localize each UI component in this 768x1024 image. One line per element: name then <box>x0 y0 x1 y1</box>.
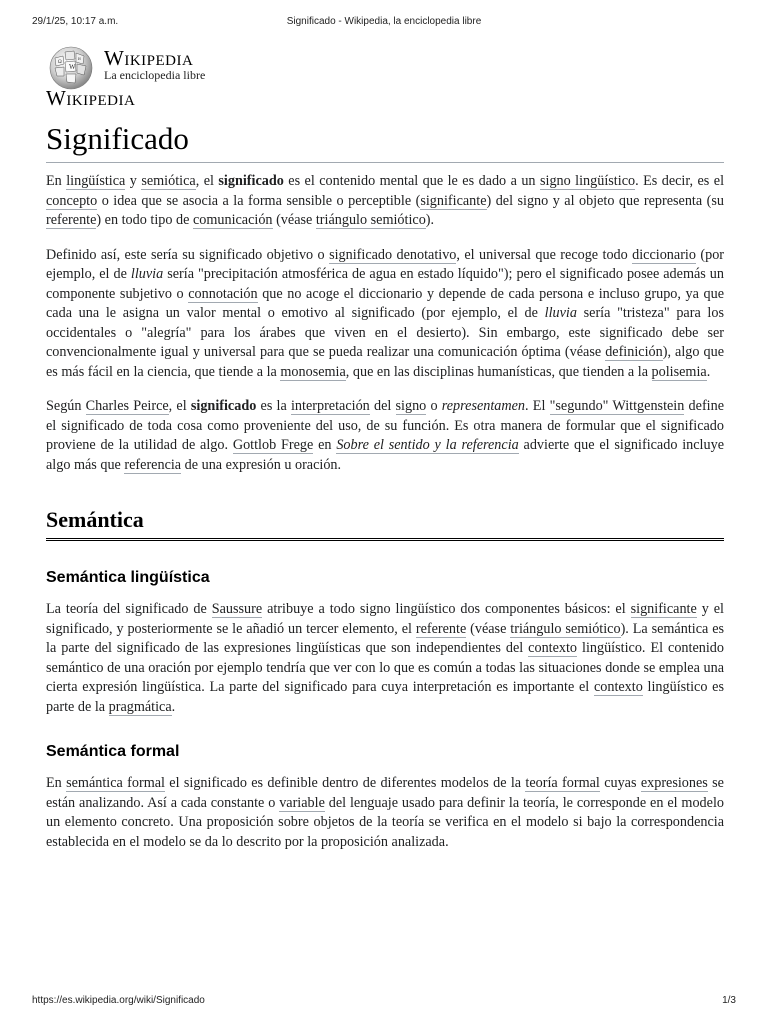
article-link[interactable]: contexto <box>528 640 578 656</box>
svg-text:и: и <box>78 57 81 62</box>
article-link[interactable]: referencia <box>124 456 182 473</box>
article-link[interactable]: semiótica <box>141 173 196 189</box>
article-link[interactable]: pragmática <box>108 698 172 715</box>
article-link[interactable]: comunicación <box>192 212 273 228</box>
article-content <box>46 118 724 852</box>
bold-term: significado <box>190 398 257 414</box>
italic-term: lluvia <box>544 305 577 321</box>
article-link[interactable]: Gottlob Frege <box>232 437 314 453</box>
article-link[interactable]: significado denotativo <box>329 246 457 263</box>
article-link[interactable]: contexto <box>593 679 643 695</box>
wikipedia-tagline: La enciclopedia libre <box>104 68 206 82</box>
article-link[interactable]: connotación <box>188 285 258 302</box>
italic-term: representamen <box>441 398 526 414</box>
article-link[interactable]: definición <box>605 344 663 360</box>
article-link[interactable]: variable <box>279 794 325 811</box>
article-link[interactable]: Saussure <box>211 601 263 617</box>
subsection-heading-semantica-formal: Semántica formal <box>46 743 180 760</box>
article-link[interactable]: referente <box>46 212 97 228</box>
print-datetime: 29/1/25, 10:17 a.m. <box>32 16 119 27</box>
wikipedia-wordmark-secondary: Wikipedia <box>46 86 136 110</box>
article-paragraph: Según Charles Peirce, el significado es la interpretación del signo o representamen. El "segundo" Wittgenstein define el significado de toda cosa como proveniente del uso, de su función. Es otra manera de formular que el significado proviene de la utilidad de algo. Gottlob Frege en Sobre el sentido y la referencia advierte que el significado incluye algo más que referencia de una expresión u oración. <box>46 398 724 473</box>
article-link[interactable]: expresiones <box>640 775 708 791</box>
wikipedia-wordmark[interactable]: Wikipedia <box>104 46 194 70</box>
article-link[interactable]: "segundo" Wittgenstein <box>549 398 685 414</box>
article-link[interactable]: Charles Peirce <box>85 398 169 414</box>
svg-text:W: W <box>69 63 76 71</box>
subsection-heading-semantica-linguistica: Semántica lingüística <box>46 569 210 586</box>
article-link[interactable]: significante <box>420 192 487 209</box>
article-link[interactable]: interpretación <box>290 398 370 414</box>
article-link[interactable]: signo <box>395 398 427 414</box>
page-title: Significado <box>46 118 724 163</box>
article-link[interactable]: triángulo semiótico <box>315 212 426 228</box>
print-page-title: Significado - Wikipedia, la enciclopedia libre <box>286 16 482 27</box>
italic-term: lluvia <box>130 266 164 282</box>
article-link[interactable]: referente <box>415 620 467 637</box>
article-link[interactable]: polisemia <box>651 363 707 380</box>
article-link[interactable]: lingüística <box>66 173 126 189</box>
article-paragraph: En semántica formal el significado es definible dentro de diferentes modelos de la teoría formal cuyas expresiones se están analizando. Así a cada constante o variable del lenguaje usado para definir la teoría, le corresponde en el modelo un elemento concreto. Una proposición sobre objetos de la teoría se verifica en el modelo si bajo la correspondencia establecida en el modelo se da lo descrito por la proposición analizada. <box>46 775 724 850</box>
section-heading-semantica: Semántica <box>46 505 724 541</box>
article-link[interactable]: teoría formal <box>525 775 600 791</box>
article-link[interactable]: signo lingüístico <box>539 173 636 189</box>
wikipedia-globe-icon[interactable] <box>46 44 96 90</box>
svg-text:Ω: Ω <box>58 60 62 65</box>
article-link[interactable]: diccionario <box>632 246 696 263</box>
article-paragraph: La teoría del significado de Saussure atribuye a todo signo lingüístico dos componentes básicos: el significante y el significado, y posteriormente se le añadió un tercer elemento, el referente (véase triángulo semiótico). La semántica es la parte del significado de las expresiones lingüísticas que son independientes del contexto lingüístico. El contenido semántico de una oración por ejemplo tendría que ver con lo que es común a todas las situaciones donde se emplea una cierta expresión lingüística. La parte del significado para cuya interpretación es importante el contexto lingüístico es parte de la pragmática. <box>46 601 725 715</box>
article-link[interactable]: semántica formal <box>66 775 165 791</box>
article-link[interactable]: triángulo semiótico <box>510 620 621 637</box>
article-link[interactable]: concepto <box>46 192 98 209</box>
article-paragraph: Definido así, este sería su significado objetivo o significado denotativo, el universal que recoge todo diccionario (por ejemplo, el de lluvia sería "precipitación atmosférica de agua en estado líquido"); pero el significado posee además un componente subjetivo o connotación que no acoge el diccionario y depende de cada persona e incluso grupo, ya que cada una le asigna un valor mental o emotivo al significado (por ejemplo, el de lluvia sería "tristeza" para los occidentales o "alegría" para los árabes que viven en el desierto). Sin embargo, este significado debe ser convencionalmente igual y universal para que se pueda realizar una comunicación óptima (véase definición), algo que es más fácil en la ciencia, que tiende a la monosemia, que en las disciplinas humanísticas, que tienden a la polisemia. <box>46 246 725 380</box>
print-page-number: 1/3 <box>722 995 736 1006</box>
article-link[interactable]: Sobre el sentido y la referencia <box>336 437 519 453</box>
print-url: https://es.wikipedia.org/wiki/Significado <box>32 995 205 1006</box>
article-link[interactable]: monosemia <box>280 363 346 380</box>
article-paragraph: En lingüística y semiótica, el significado es el contenido mental que le es dado a un signo lingüístico. Es decir, es el concepto o idea que se asocia a la forma sensible o perceptible (significante) del signo y al objeto que representa (su referente) en todo tipo de comunicación (véase triángulo semiótico). <box>46 173 725 228</box>
bold-term: significado <box>218 173 284 189</box>
article-link[interactable]: significante <box>630 601 697 617</box>
